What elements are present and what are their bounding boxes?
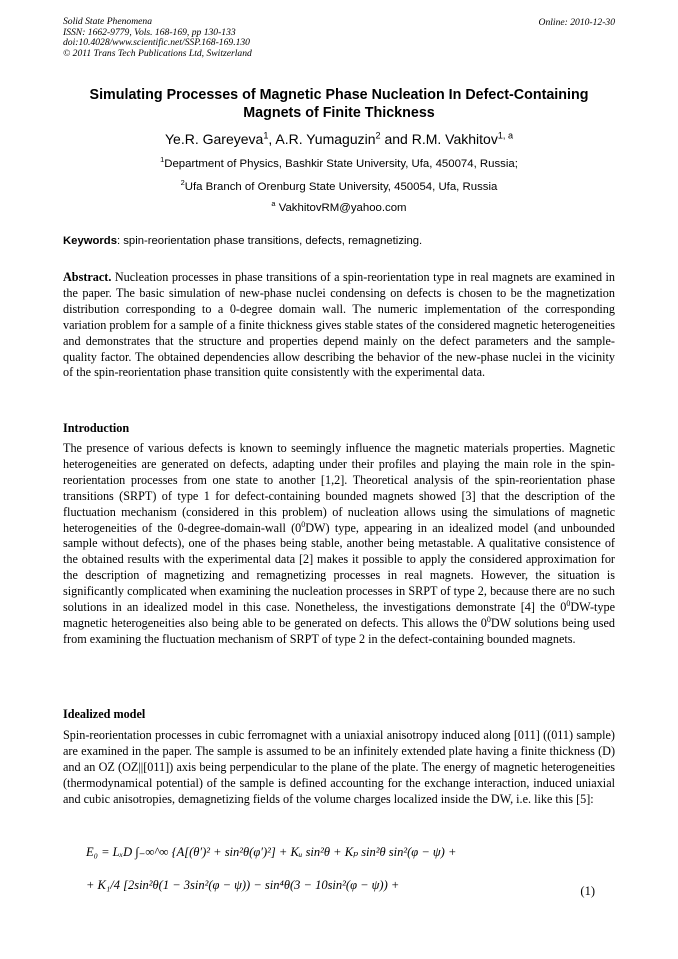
affiliation-1 [63,155,615,170]
author-email [63,199,615,214]
equation-line-2: + K₁/4 [2sin²θ(1 − 3sin²(φ − ψ)) − sin⁴θ(3 − 10sin²(φ − ψ)) + [86,878,400,892]
introduction-paragraph [63,441,615,648]
degree-superscript: 0 [486,614,491,624]
degree-superscript: 0 [566,599,571,608]
journal-name: Solid State Phenomena [63,16,152,27]
doi: doi:10.4028/www.scientific.net/SSP.168-169.130 [63,37,250,49]
journal-meta [63,17,252,59]
affiliation-text: Department of Physics, Bashkir State University, Ufa, 450074, Russia; [164,158,518,170]
idealized-model-paragraph: Spin-reorientation processes in cubic ferromagnet with a uniaxial anisotropy induced along [011] ((011) sample) are examined in the paper. The sample is assumed to be an infinitely extended plate having a finite thickness (D) and an OZ (OZ||[011]) axis being perpendicular to the plane of the plate. The energy of magnetic heterogeneities (thermodynamical potential) of the sample is defined accounting for the exchange interaction, induced uniaxial and cubic anisotropies, demagnetizing fields of the volume charges localized inside the DW, i.e. like this [5]: [63,728,615,806]
paper-title: Simulating Processes of Magnetic Phase Nucleation In Defect-Containing Magnets of Finite Thickness [89,87,589,121]
abstract-text: Nucleation processes in phase transitions of a spin-reorientation type in real magnets are examined in the paper. The basic simulation of new-phase nuclei condensing on defects is chosen to be the magnetization distribution corresponding to a 0-degree domain wall. The numeric implementation of the corresponding variation problem for a sample of a finite thickness gives stable states of the considered magnetic heterogeneities and demonstrates that the structure and properties depend mainly on the defect parameters and the sample-quality factor. The obtained dependencies allow describing the behavior of the new-phase nuclei in the vicinity of the spin-reorientation phase transition quite consistently with the experimental data. [63,270,615,380]
author-separator: , A.R. Yumaguzin [268,131,376,147]
copyright: © 2011 Trans Tech Publications Ltd, Switzerland [63,47,252,59]
affiliation-mark: 1 [160,155,165,165]
section-heading-idealized-model: Idealized model [63,707,146,721]
intro-text: The presence of various defects is known to seemingly influence the magnetic materials properties. Magnetic heterogeneities are generated on defects, adapting under their profiles and playing the main role in the spin-reorientation processes from one state to another [1,2]. Theoretical analysis of the spin-reorientation phase transitions (SRPT) of type 1 for defect-containing bounded magnets showed [3] that the description of the fluctuation mechanism (considered in this problem) of nucleation allows using the simulations of magnetic heterogeneities of the 0-degree-domain-wall (0 [63,441,615,535]
online-date: Online: 2010-12-30 [538,17,615,28]
intro-text: DW-type magnetic heterogeneities also being able to be generated on defects. This allows the 0 [63,600,615,630]
intro-text: DW solutions being used from examining the fluctuation mechanism of SRPT of type 2 in the defect-containing bounded magnets. [63,615,615,646]
author-separator: and R.M. Vakhitov [380,131,498,147]
affiliation-text: Ufa Branch of Orenburg State University, 450054, Ufa, Russia [184,181,498,193]
keywords [63,235,615,247]
equation-number: (1) [580,884,595,898]
author-1: Ye.R. Gareyeva [164,131,264,147]
author-2-affiliation-mark: 2 [375,130,381,141]
equation-line-1: E₀ = LₓD ∫₋∞^∞ {A[(θ′)² + sin²θ(φ′)²] + Kᵤ sin²θ + Kₚ sin²θ sin²(φ − ψ) + [86,845,457,859]
abstract [63,270,615,381]
affiliation-mark: 2 [180,178,185,188]
abstract-label: Abstract. [63,270,112,284]
author-1-affiliation-mark: 1 [263,130,269,141]
affiliation-2 [63,178,615,193]
author-3-affiliation-mark: 1, a [497,130,513,141]
email-mark: a [271,199,276,209]
author-list [63,131,615,147]
keywords-label: Keywords [63,235,117,247]
degree-superscript: 0 [301,519,306,529]
keywords-text: : spin-reorientation phase transitions, defects, remagnetizing. [117,235,423,247]
issn: ISSN: 1662-9779, Vols. 168-169, pp 130-133 [63,26,236,38]
intro-text: DW) type, appearing in an idealized model (and unbounded sample without defects), one of the phases being stable, another being metastable. A qualitative consistence of the obtained results with the experimental data [2] makes it possible to apply the considered approximation for the description of magnetizing and remagnetizing processes in real magnets. However, the situation is significantly complicated when examining the nucleation processes in SRPT of type 2, because there are no such solutions in an idealized model in this case. Nonetheless, the investigations demonstrate [4] the 0 [63,520,615,615]
section-heading-introduction: Introduction [63,421,130,435]
email-text: VakhitovRM@yahoo.com [275,202,407,214]
